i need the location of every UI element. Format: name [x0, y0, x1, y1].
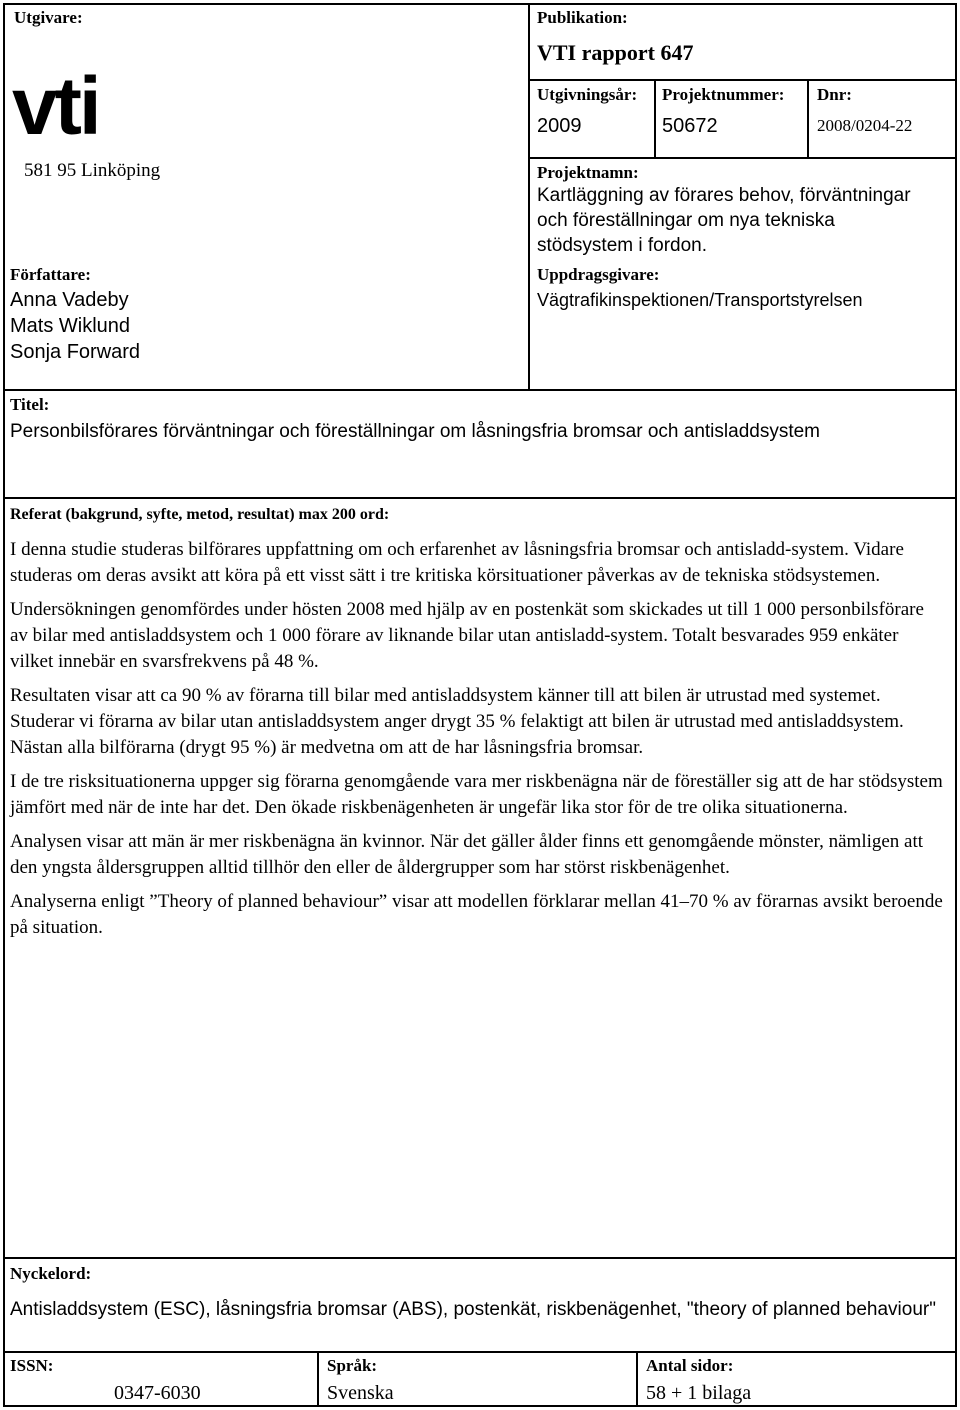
language-value: Svenska	[327, 1382, 394, 1404]
divider-top-section	[3, 389, 957, 391]
divider-year-project	[654, 79, 656, 159]
issn-cell	[10, 1356, 310, 1406]
project-name-line: och föreställningar om nya tekniska	[537, 210, 835, 231]
keywords-section	[10, 1264, 945, 1326]
keywords-value: Antisladdsystem (ESC), låsningsfria bromsar (ABS), postenkät, riskbenägenhet, "theory of planned behaviour"	[10, 1299, 936, 1320]
dnr-cell	[817, 85, 955, 139]
publication-label: Publikation:	[537, 8, 628, 27]
abstract-label: Referat (bakgrund, syfte, metod, resultat) max 200 ord:	[10, 506, 390, 523]
abstract-paragraph: I de tre risksituationerna uppger sig förarna genomgående vara mer riskbenägna när de föreställer sig att de har stödsystem jämfört med när de inte har det. Den ökade riskbenägenheten är ungefär lika stor för de tre olika situationerna.	[10, 771, 943, 818]
title-label: Titel:	[10, 395, 50, 414]
vti-logo: vti	[12, 61, 99, 152]
project-number-value: 50672	[662, 115, 718, 137]
report-title: Personbilsförares förväntningar och föreställningar om låsningsfria bromsar och antisladdsystem	[10, 421, 820, 442]
project-number-label: Projektnummer:	[662, 85, 785, 104]
divider-keywords-section	[3, 1351, 957, 1353]
divider-pub-bottom	[528, 79, 957, 81]
divider-project-dnr	[807, 79, 809, 159]
divider-issn-language	[317, 1351, 319, 1407]
project-name-section	[537, 163, 952, 258]
project-name-line: Kartläggning av förares behov, förväntningar	[537, 185, 911, 206]
author-name: Sonja Forward	[10, 341, 141, 363]
title-section	[10, 395, 950, 445]
year-value: 2009	[537, 115, 582, 137]
publisher-section	[14, 8, 514, 28]
abstract-paragraph: Analyserna enligt ”Theory of planned behaviour” visar att modellen förklarar mellan 41–70 % av förarnas avsikt beroende på situation.	[10, 891, 943, 938]
year-label: Utgivningsår:	[537, 85, 638, 104]
project-number-cell	[662, 85, 807, 139]
publication-value: VTI rapport 647	[537, 40, 694, 65]
language-cell	[327, 1356, 627, 1406]
commissioner-section	[537, 265, 952, 313]
author-name: Anna Vadeby	[10, 289, 129, 311]
commissioner-label: Uppdragsgivare:	[537, 265, 660, 284]
keywords-label: Nyckelord:	[10, 1264, 92, 1283]
abstract-paragraph: Undersökningen genomfördes under hösten 2008 med hjälp av en postenkät som skickades ut till 1 000 personbilsförare av bilar med antisladdsystem och 1 000 förare av liknande bilar utan antisladd-system. Totalt besvarades 959 enkäter vilket innebär en svarsfrekvens på 48 %.	[10, 599, 924, 672]
author-name: Mats Wiklund	[10, 315, 131, 337]
divider-numbers-bottom	[528, 157, 957, 159]
publication-section	[537, 8, 947, 66]
issn-value: 0347-6030	[114, 1382, 201, 1404]
publisher-label: Utgivare:	[14, 8, 83, 27]
abstract-section	[10, 505, 945, 949]
divider-vertical-top	[528, 3, 530, 391]
issn-label: ISSN:	[10, 1356, 54, 1375]
publisher-address: 581 95 Linköping	[24, 160, 161, 181]
abstract-paragraph: I denna studie studeras bilförares uppfattning om och erfarenhet av låsningsfria bromsar och antisladd-system. Vidare studeras om deras avsikt att köra på ett visst sätt i tre kritiska körsituationer påverkas av de tekniska stödsystemen.	[10, 539, 904, 586]
dnr-label: Dnr:	[817, 85, 852, 104]
divider-language-pages	[636, 1351, 638, 1407]
pages-cell	[646, 1356, 946, 1406]
authors-section	[10, 265, 510, 365]
abstract-paragraph: Analysen visar att män är mer riskbenägna än kvinnor. När det gäller ålder finns ett genomgående mönster, nämligen att den yngsta åldersgruppen alltid tillhör den eller de åldergrupper som har störst riskbenägenhet.	[10, 831, 924, 878]
pages-label: Antal sidor:	[646, 1356, 734, 1375]
divider-abstract-section	[3, 1257, 957, 1259]
divider-title-section	[3, 497, 957, 499]
abstract-paragraph: Resultaten visar att ca 90 % av förarna till bilar med antisladdsystem känner till att bilen är utrustad med systemet. Studerar vi förarna av bilar utan antisladdsystem anger drygt 35 % felaktigt att bilen är utrustad med antisladdsystem. Nästan alla bilförarna (drygt 95 %) är medvetna om att de har låsningsfria bromsar.	[10, 685, 904, 758]
project-name-label: Projektnamn:	[537, 163, 639, 182]
dnr-value: 2008/0204-22	[817, 116, 913, 135]
language-label: Språk:	[327, 1356, 378, 1375]
pages-value: 58 + 1 bilaga	[646, 1382, 752, 1404]
project-name-line: stödsystem i fordon.	[537, 235, 708, 256]
year-cell	[537, 85, 652, 139]
commissioner-value: Vägtrafikinspektionen/Transportstyrelsen	[537, 290, 863, 310]
authors-label: Författare:	[10, 265, 91, 284]
